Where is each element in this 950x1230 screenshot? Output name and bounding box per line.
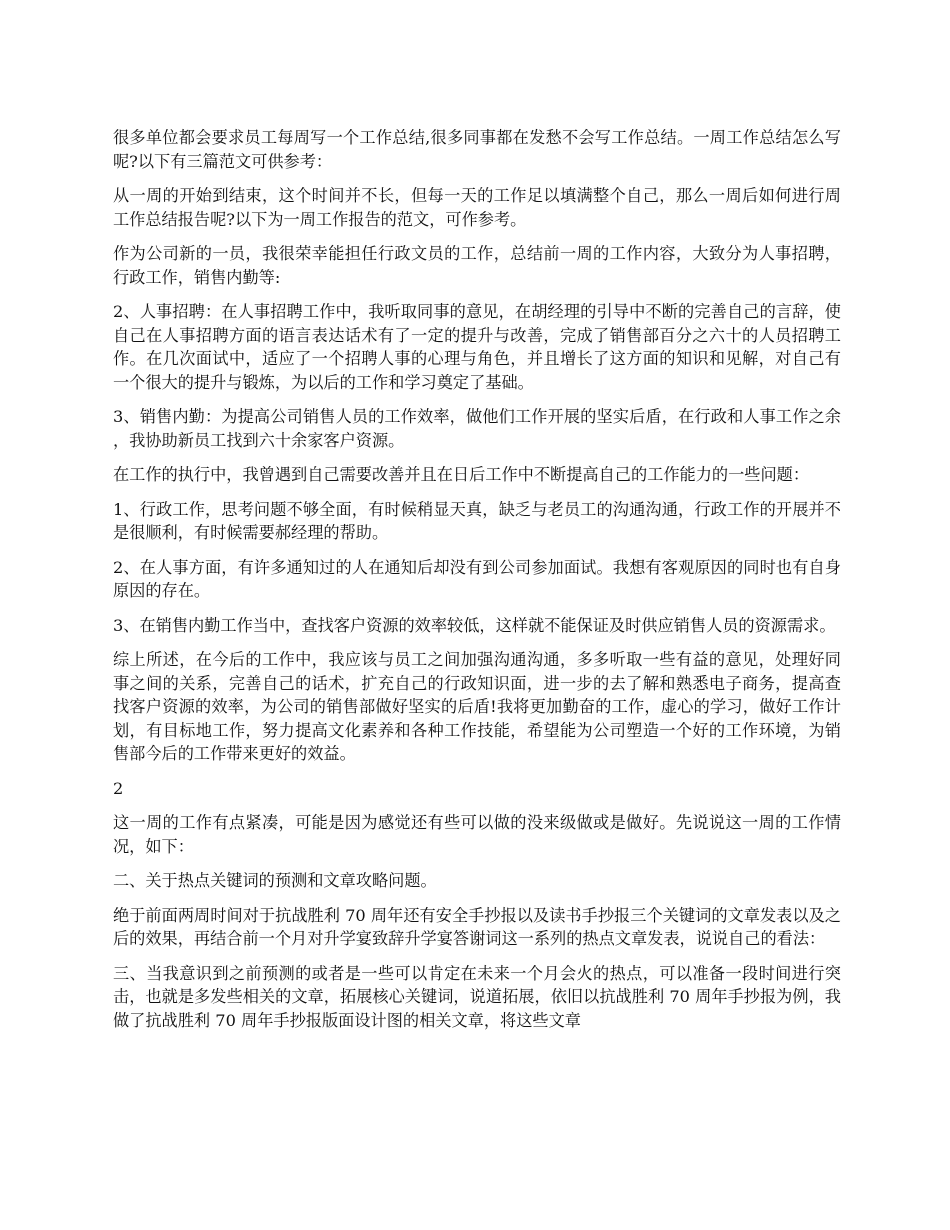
paragraph-recruitment: 2、人事招聘：在人事招聘工作中，我听取同事的意见，在胡经理的引导中不断的完善自己的言辞，使自己在人事招聘方面的语言表达话术有了一定的提升与改善，完成了销售部百分之六十的人员招聘工作。在几次面试中，适应了一个招聘人事的心理与角色，并且增长了这方面的知识和见解，对自己有一个很大的提升与锻炼，为以后的工作和学习奠定了基础。 <box>113 302 841 392</box>
paragraph-conclusion: 综上所述，在今后的工作中，我应该与员工之间加强沟通沟通，多多听取一些有益的意见，处理好同事之间的关系，完善自己的话术，扩充自己的行政知识面，进一步的去了解和熟悉电子商务，提高查找客户资源的效率，为公司的销售部做好坚实的后盾!我将更加勤奋的工作，虚心的学习，做好工作计划，有目标地工作，努力提高文化素养和各种工作技能，希望能为公司塑造一个好的工作环境，为销售部今后的工作带来更好的效益。 <box>113 650 841 763</box>
paragraph-intro: 很多单位都会要求员工每周写一个工作总结,很多同事都在发愁不会写工作总结。一周工作总结怎么写呢?以下有三篇范文可供参考： <box>113 128 841 171</box>
paragraph-sales-support: 3、销售内勤：为提高公司销售人员的工作效率，做他们工作开展的坚实后盾，在行政和人事工作之余，我协助新员工找到六十余家客户资源。 <box>113 407 841 450</box>
paragraph-problem-hr: 2、在人事方面，有许多通知过的人在通知后却没有到公司参加面试。我想有客观原因的同时也有自身原因的存在。 <box>113 557 841 600</box>
paragraph-heading-keywords: 二、关于热点关键词的预测和文章攻略问题。 <box>113 871 437 890</box>
paragraph-keyword-review: 绝于前面两周时间对于抗战胜利 70 周年还有安全手抄报以及读书手抄报三个关键词的文章发表以及之后的效果，再结合前一个月对升学宴致辞升学宴答谢词这一系列的热点文章发表，说说自己的看法： <box>113 905 841 948</box>
paragraph-problem-admin: 1、行政工作，思考问题不够全面，有时候稍显天真，缺乏与老员工的沟通沟通，行政工作的开展并不是很顺利，有时候需要郝经理的帮助。 <box>113 499 841 542</box>
paragraph-hotspot-strategy: 三、当我意识到之前预测的或者是一些可以肯定在未来一个月会火的热点，可以准备一段时间进行突击，也就是多发些相关的文章，拓展核心关键词，说道拓展，依旧以抗战胜利 70 周年手抄报为例，我做了抗战胜利 70 周年手抄报版面设计图的相关文章，将这些文章 <box>113 963 841 1030</box>
section-number: 2 <box>113 778 124 798</box>
document-body <box>113 126 841 1043</box>
paragraph-week-two: 这一周的工作有点紧凑，可能是因为感觉还有些可以做的没来级做或是做好。先说说这一周的工作情况，如下： <box>113 813 841 856</box>
paragraph-role: 作为公司新的一员，我很荣幸能担任行政文员的工作，总结前一周的工作内容，大致分为人事招聘，行政工作，销售内勤等: <box>113 244 841 287</box>
paragraph-week-summary: 从一周的开始到结束，这个时间并不长，但每一天的工作足以填满整个自己，那么一周后如何进行周工作总结报告呢?以下为一周工作报告的范文，可作参考。 <box>113 186 841 229</box>
paragraph-problem-sales: 3、在销售内勤工作当中，查找客户资源的效率较低，这样就不能保证及时供应销售人员的资源需求。 <box>113 615 836 635</box>
paragraph-problems-intro: 在工作的执行中，我曾遇到自己需要改善并且在日后工作中不断提高自己的工作能力的一些问题： <box>113 465 810 484</box>
